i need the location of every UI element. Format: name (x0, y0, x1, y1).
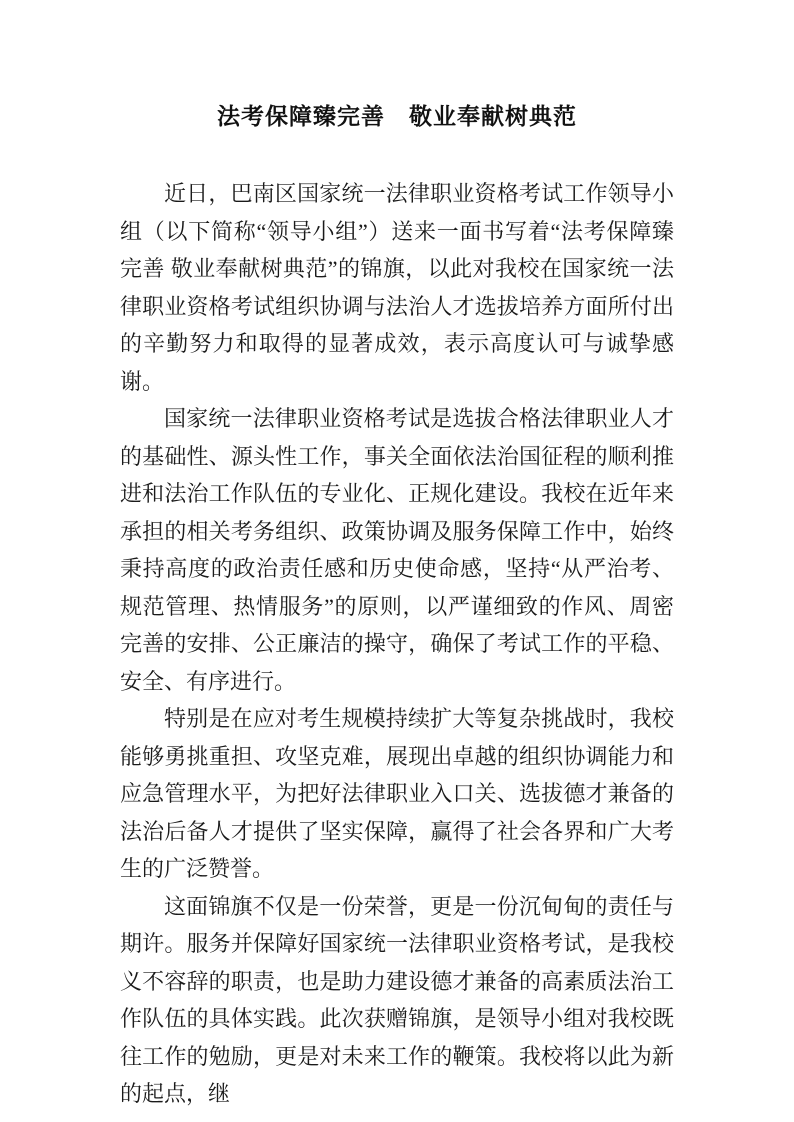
paragraph-intro: 近日，巴南区国家统一法律职业资格考试工作领导小组（以下简称“领导小组”）送来一面书写着“法考保障臻完善 敬业奉献树典范”的锦旗，以此对我校在国家统一法律职业资格考试组织协调与法治人才选拔培养方面所付出的辛勤努力和取得的显著成效，表示高度认可与诚挚感谢。 (120, 181, 674, 394)
paragraph-challenges: 特别是在应对考生规模持续扩大等复杂挑战时，我校能够勇挑重担、攻坚克难，展现出卓越的组织协调能力和应急管理水平，为把好法律职业入口关、选拔德才兼备的法治后备人才提供了坚实保障，赢得了社会各界和广大考生的广泛赞誉。 (120, 706, 674, 881)
page-title: 法考保障臻完善 敬业奉献树典范 (217, 104, 577, 129)
paragraph-banner-meaning: 这面锦旗不仅是一份荣誉，更是一份沉甸甸的责任与期许。服务并保障好国家统一法律职业资格考试，是我校义不容辞的职责，也是助力建设德才兼备的高素质法治工作队伍的具体实践。此次获赠锦旗，是领导小组对我校既往工作的勉励，更是对未来工作的鞭策。我校将以此为新的起点，继 (120, 893, 674, 1106)
paragraph-exam-importance: 国家统一法律职业资格考试是选拔合格法律职业人才的基础性、源头性工作，事关全面依法治国征程的顺利推进和法治工作队伍的专业化、正规化建设。我校在近年来承担的相关考务组织、政策协调及服务保障工作中，始终秉持高度的政治责任感和历史使命感，坚持“从严治考、规范管理、热情服务”的原则，以严谨细致的作风、周密完善的安排、公正廉洁的操守，确保了考试工作的平稳、安全、有序进行。 (120, 406, 674, 694)
document-body (120, 175, 674, 1113)
